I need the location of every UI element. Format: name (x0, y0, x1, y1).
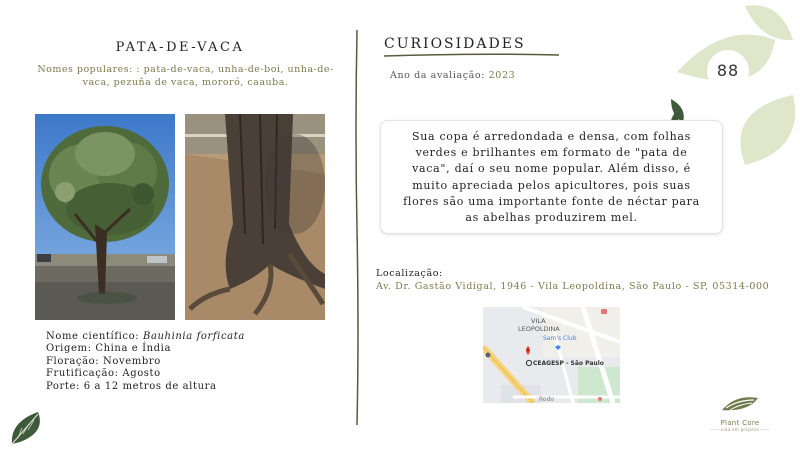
brand-leaf-icon (720, 392, 760, 414)
fact-flowering: Floração: Novembro (46, 355, 161, 367)
popular-names (28, 63, 343, 89)
plant-facts (46, 331, 245, 393)
location-map[interactable] (483, 307, 620, 403)
trunk-photo (185, 114, 325, 320)
map-poi-store: Sam's Club (543, 335, 577, 342)
popular-names-label: Nomes populares: (37, 64, 137, 75)
location-label: Localização: (376, 268, 443, 279)
fact-scientific: Nome científico: Bauhinia forficata (46, 331, 245, 342)
fact-size: Porte: 6 a 12 metros de altura (46, 380, 217, 392)
map-poi-main: CEAGESP - São Paulo (533, 360, 604, 367)
column-divider (352, 30, 362, 425)
curiosities-title: CURIOSIDADES (384, 36, 526, 52)
fact-fruiting: Frutificação: Agosto (46, 368, 161, 380)
map-district-line1: VILA (531, 317, 546, 325)
brand-name: Plant Core (720, 419, 760, 427)
fact-origin: Origem: China e Índia (46, 343, 172, 355)
plant-title: PATA-DE-VACA (115, 40, 245, 55)
brand-tagline: —— vida em projetos —— (710, 427, 770, 432)
brand-logo (710, 392, 770, 432)
evaluation-year: Ano da avaliação: 2023 (390, 70, 516, 81)
leaf-decoration-icon (8, 408, 48, 448)
map-street: Rodo (539, 396, 555, 403)
curiosity-callout (380, 120, 723, 234)
scientific-name: Bauhinia forficata (143, 331, 245, 342)
page-number-badge: 88 (707, 50, 749, 92)
location-address: Av. Dr. Gastão Vidigal, 1946 - Vila Leopoldina, São Paulo - SP, 05314-000 (376, 281, 770, 292)
tree-photo (35, 114, 175, 320)
title-underline (384, 52, 559, 58)
curiosity-text: Sua copa é arredondada e densa, com folhas verdes e brilhantes em formato de "pata de vaca", daí o seu nome popular. Além disso, é muito apreciada pelos apicultores, pois suas flores são uma importante fonte de néctar para as abelhas produzirem mel. (403, 130, 700, 225)
map-district-line2: LEOPOLDINA (518, 325, 560, 333)
popular-names-value: : pata-de-vaca, unha-de-boi, unha-de-vaca, pezuña de vaca, mororó, caauba. (82, 64, 334, 88)
